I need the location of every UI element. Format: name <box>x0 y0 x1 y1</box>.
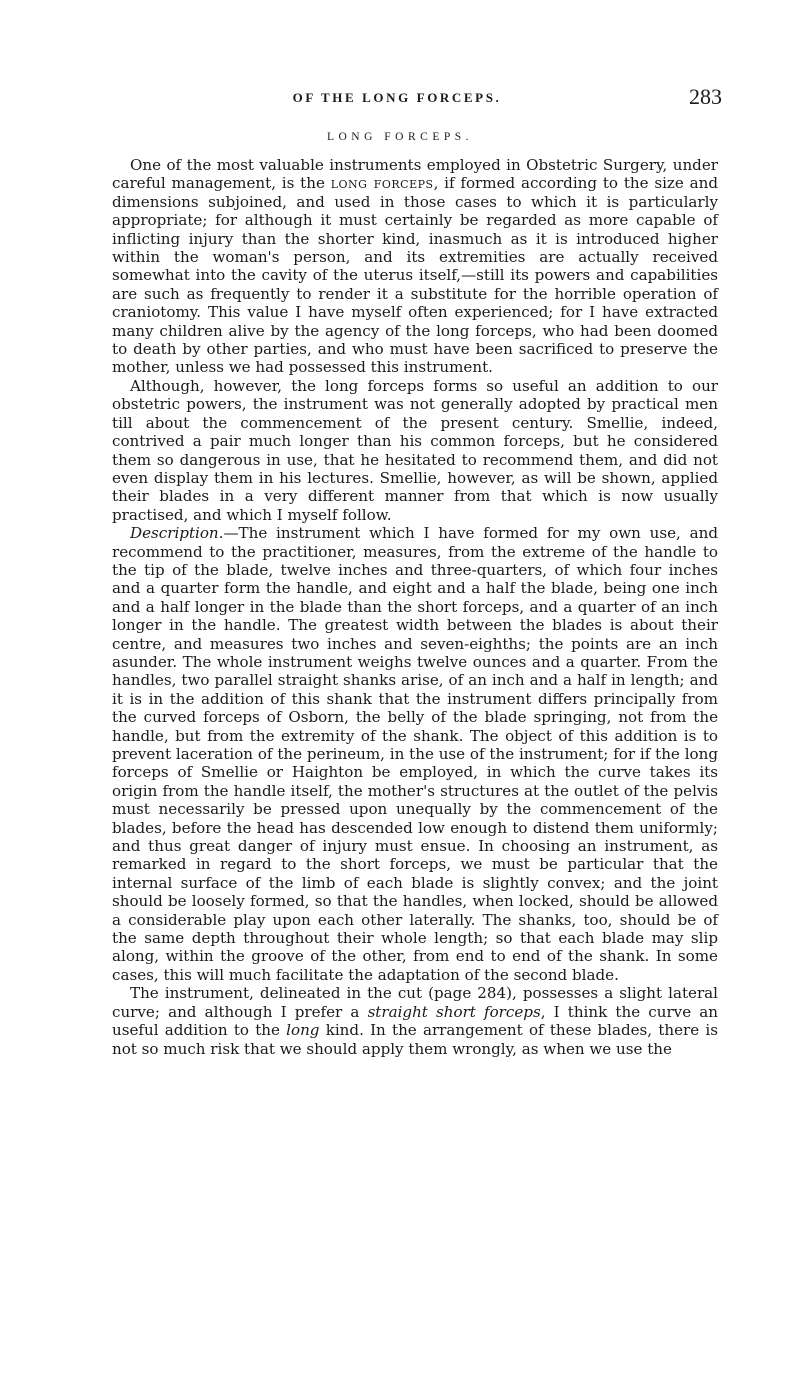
body-text <box>112 156 718 1058</box>
paragraph-3-text: —The instrument which I have formed for my own use, and recommend to the practitioner, measures, from the extreme of the handle to the tip of the blade, twelve inches and three-quarters, of which four inches and a quarter form the handle, and eight and a half the blade, being one inch and a half longer in the blade than the short forceps, and a quarter of an inch longer in the handle. The greatest width between the blades is about their centre, and measures two inches and seven-eighths; the points are an inch asunder. The whole instrument weighs twelve ounces and a quarter. From the handles, two parallel straight shanks arise, of an inch and a half in length; and it is in the addition of this shank that the instrument differs principally from the curved forceps of Osborn, the belly of the blade springing, not from the handle, but from the extremity of the shank. The object of this addition is to prevent laceration of the perineum, in the use of the instrument; for if the long forceps of Smellie or Haighton be employed, in which the curve takes its origin from the handle itself, the mother's structures at the outlet of the pelvis must necessarily be pressed upon unequally by the commencement of the blades, before the head has descended low enough to distend them uniformly; and thus great danger of injury must ensue. In choosing an instrument, as remarked in regard to the short forceps, we must be particular that the internal surface of the limb of each blade is slightly convex; and the joint should be loosely formed, so that the handles, when locked, should be allowed a considerable play upon each other laterally. The shanks, too, should be of the same depth throughout their whole length; so that each blade may slip along, within the groove of the other, from end to end of the shank. In some cases, this will much facilitate the adaptation of the second blade. <box>112 524 718 984</box>
emphasis-straight-short-forceps: straight short forceps <box>367 1002 541 1021</box>
term-long-forceps: long forceps <box>330 174 434 193</box>
section-heading: LONG FORCEPS. <box>326 131 474 143</box>
paragraph-4-text-b: , I think the curve an useful addition to the <box>112 1002 719 1040</box>
description-heading: Description. <box>130 524 224 543</box>
paragraph-1-text-b: , if formed according to the size and dimensions subjoined, and used in those cases to which it is particularly appropriate; for although it must certainly be regarded as more capable of inflicting injury than the shorter kind, inasmuch as it is introduced higher within the woman's person, and its extremities are actually received somewhat into the cavity of the uterus itself,—still its powers and capabilities are such as frequently to render it a substitute for the horrible operation of craniotomy. This value I have myself often experienced; for I have extracted many children alive by the agency of the long forceps, who had been doomed to death by other parties, and who must have been sacrificed to preserve the mother, unless we had possessed this instrument. <box>112 174 718 377</box>
paragraph-4-text-c: kind. In the arrangement of these blades, there is not so much risk that we should apply them wrongly, as when we use the <box>112 1021 718 1058</box>
paragraph-1-text-a: One of the most valuable instruments employed in Obstetric Surgery, under careful management, is the <box>112 156 718 193</box>
page-number: 283 <box>689 84 722 109</box>
paragraph-4-text-a: The instrument, delineated in the cut (page 284), possesses a slight lateral curve; and although I prefer a <box>112 984 718 1021</box>
paragraph-4 <box>112 984 718 1058</box>
emphasis-long: long <box>286 1021 320 1040</box>
paragraph-1 <box>112 156 718 377</box>
paragraph-3 <box>112 524 718 984</box>
running-title: OF THE LONG FORCEPS. <box>292 90 502 105</box>
paragraph-2: Although, however, the long forceps forms so useful an addition to our obstetric powers, the instrument was not generally adopted by practical men till about the commencement of the present century. Smellie, indeed, contrived a pair much longer than his common forceps, but he considered them so dangerous in use, that he hesitated to recommend them, and did not even display them in his lectures. Smellie, however, as will be shown, applied their blades in a very different manner from that which is now usually practised, and which I myself follow. <box>112 376 718 524</box>
